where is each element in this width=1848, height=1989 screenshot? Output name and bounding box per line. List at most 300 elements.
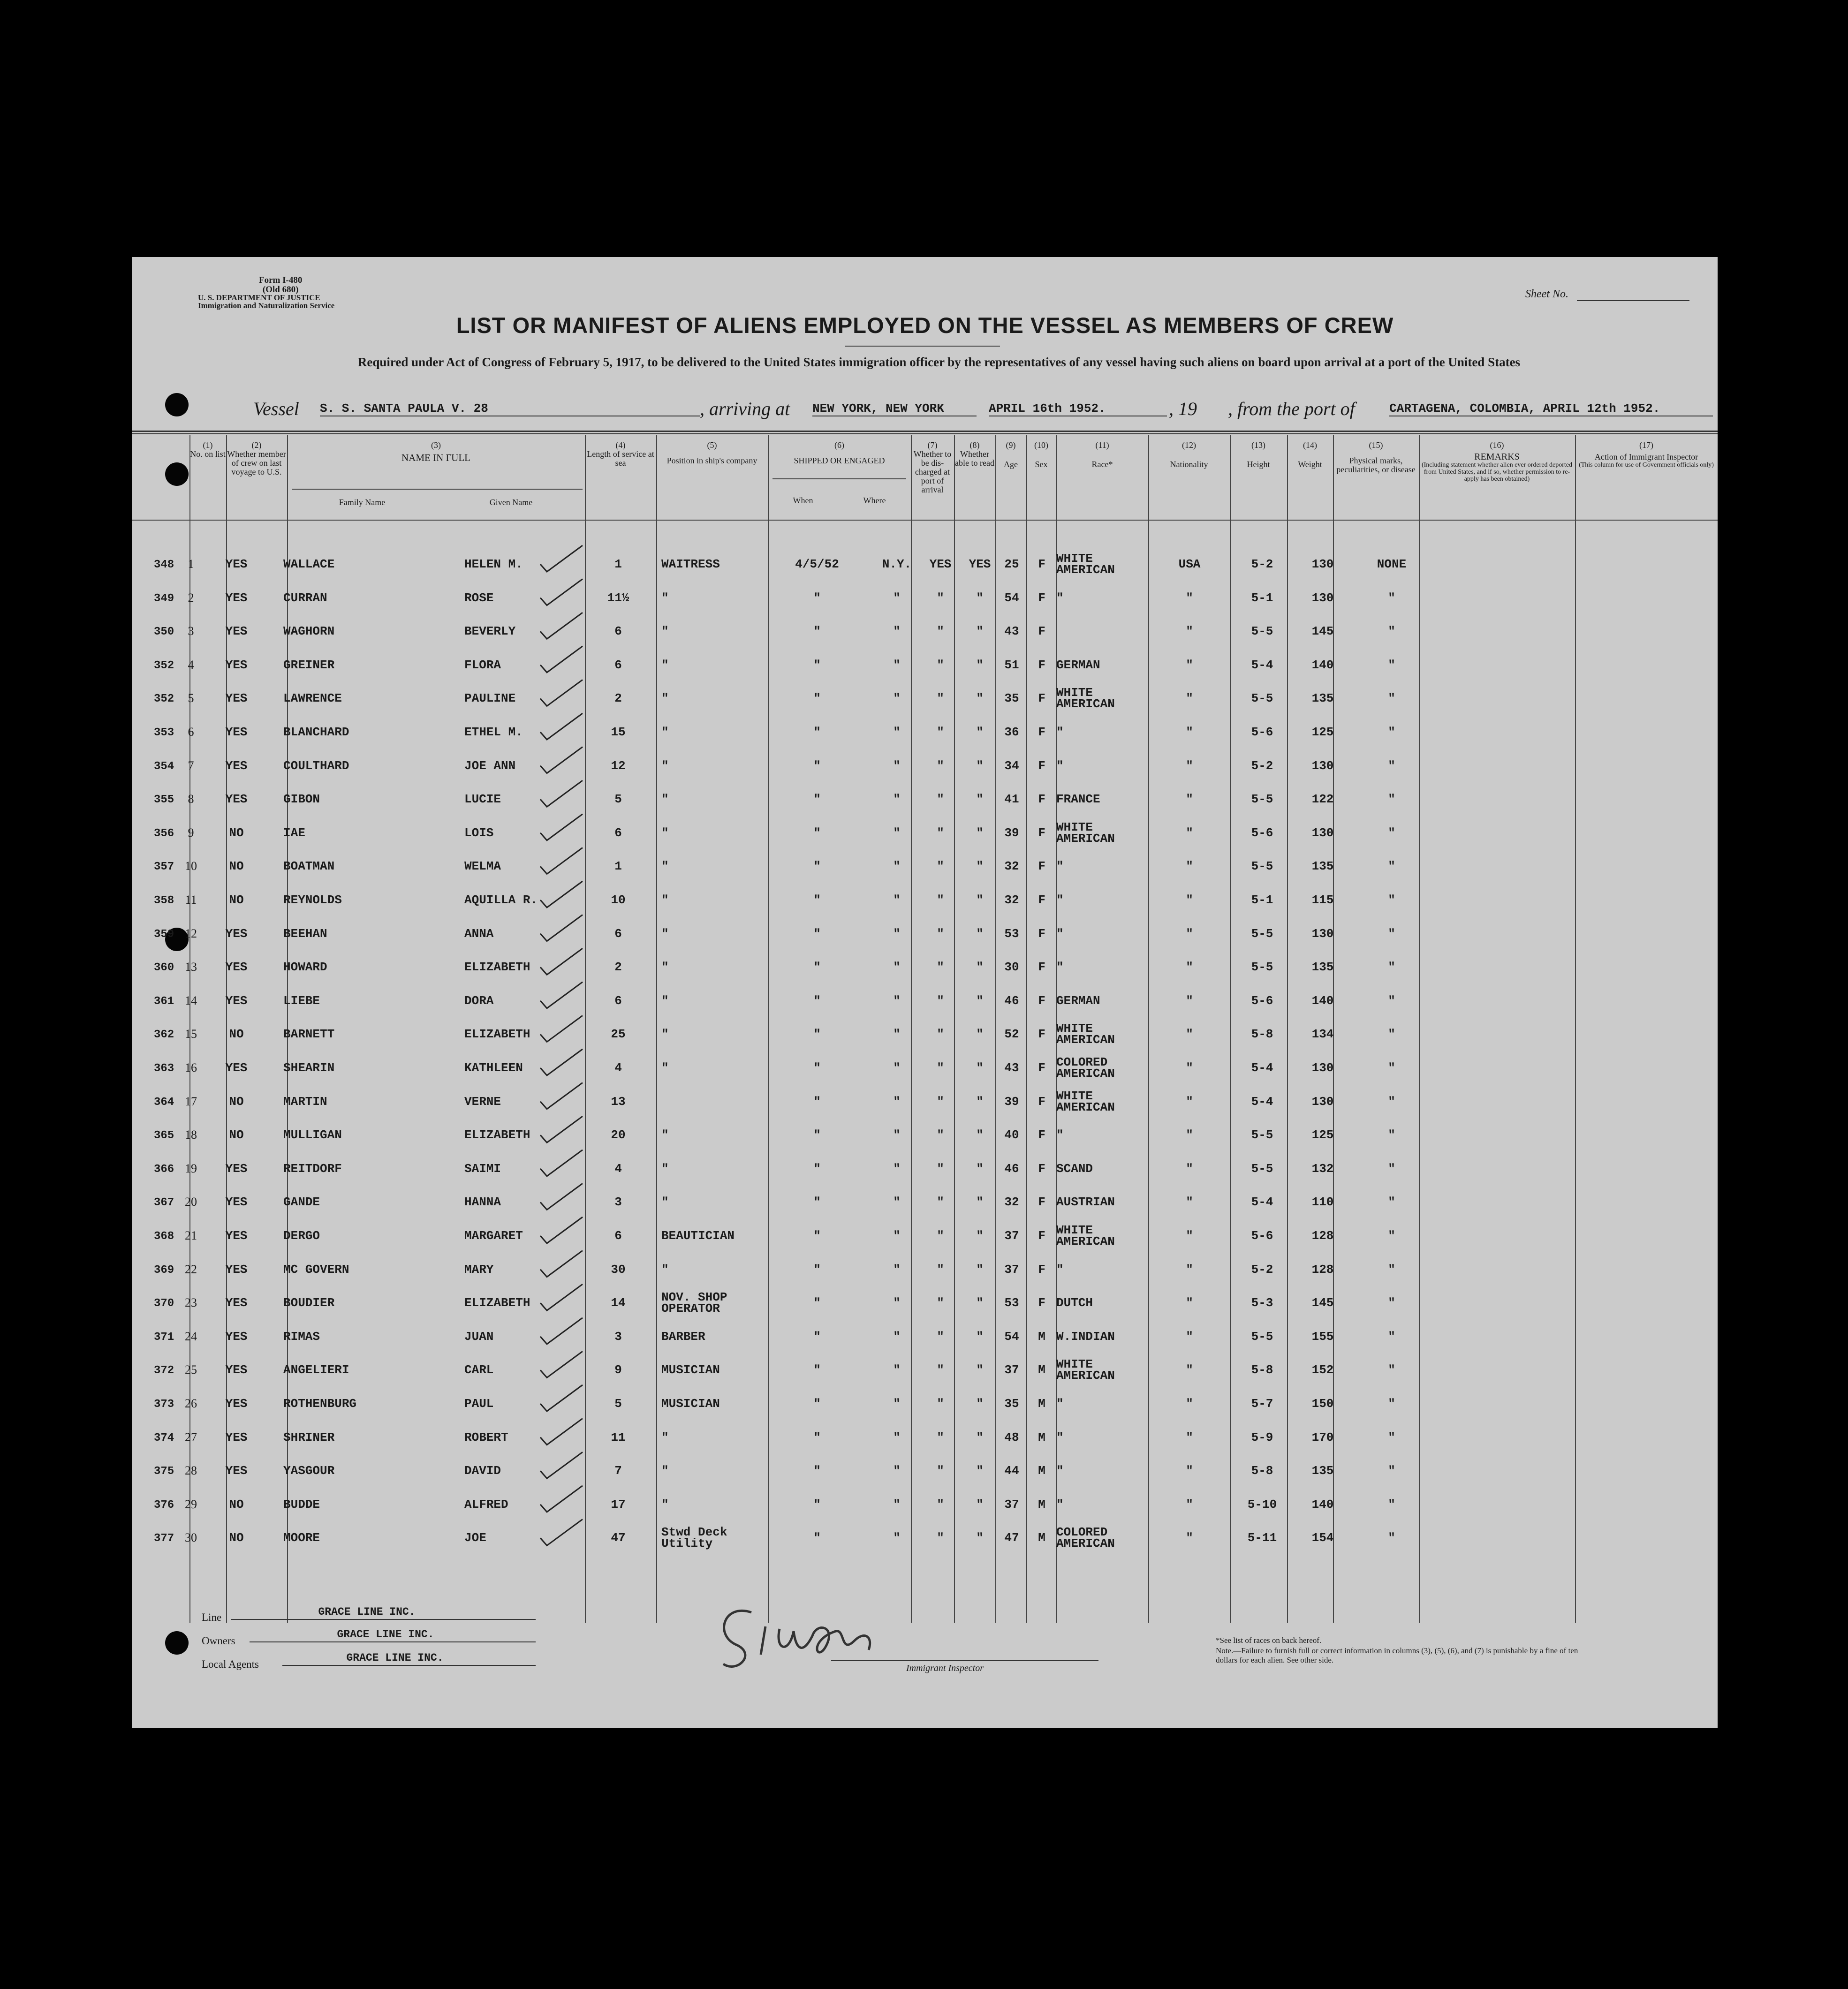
weight: 140	[1311, 658, 1334, 672]
discharged: "	[937, 658, 944, 672]
able-to-read: "	[976, 926, 984, 941]
previous-voyage: YES	[225, 1464, 248, 1478]
service-length: 11½	[607, 590, 629, 605]
physical-marks: "	[1388, 624, 1395, 639]
family-name: MOORE	[283, 1531, 320, 1545]
nationality: "	[1186, 691, 1193, 706]
list-number: 26	[185, 1397, 197, 1410]
able-to-read: "	[976, 825, 984, 840]
weight: 130	[1311, 1061, 1334, 1075]
shipped-when: "	[813, 658, 821, 672]
sex: F	[1038, 859, 1045, 874]
family-name: LIEBE	[283, 993, 320, 1008]
physical-marks: "	[1388, 758, 1395, 773]
position: Stwd Deck Utility	[661, 1525, 727, 1551]
given-name: AQUILLA R.	[464, 893, 538, 907]
shipped-where: "	[893, 1161, 901, 1176]
weight: 125	[1311, 725, 1334, 739]
previous-voyage: NO	[229, 893, 244, 907]
list-number: 9	[188, 825, 194, 839]
checkmark-icon	[540, 1217, 583, 1243]
shipped-where: "	[893, 993, 901, 1008]
seq-number: 363	[154, 1062, 174, 1075]
shipped-when: "	[813, 1195, 821, 1210]
discharged: "	[937, 725, 944, 739]
list-number: 24	[185, 1329, 197, 1343]
weight: 152	[1311, 1363, 1334, 1377]
col13-header: (13) Height	[1247, 440, 1270, 469]
seq-number: 372	[154, 1364, 174, 1377]
shipped-when: "	[813, 1531, 821, 1545]
weight: 115	[1311, 893, 1334, 907]
race: WHITE AMERICAN	[1056, 1089, 1115, 1114]
physical-marks: "	[1388, 1094, 1395, 1109]
able-to-read: "	[976, 1329, 984, 1344]
height: 5-6	[1251, 1229, 1273, 1243]
discharged: "	[937, 1161, 944, 1176]
sex: F	[1038, 1094, 1045, 1109]
nationality: "	[1186, 1329, 1193, 1344]
age: 51	[1004, 658, 1019, 672]
line-value: GRACE LINE INC.	[318, 1606, 416, 1618]
list-number: 14	[185, 993, 197, 1007]
shipped-when: "	[813, 725, 821, 739]
seq-number: 353	[154, 726, 174, 739]
discharged: "	[937, 825, 944, 840]
service-length: 9	[614, 1363, 622, 1377]
shipped-where: "	[893, 590, 901, 605]
shipped-when: "	[813, 1161, 821, 1176]
race: "	[1056, 1430, 1064, 1444]
col6a-header: When	[793, 496, 813, 505]
sex: F	[1038, 1128, 1045, 1142]
checkmark-icon	[540, 1083, 583, 1109]
height: 5-7	[1251, 1397, 1273, 1411]
shipped-when: "	[813, 1262, 821, 1277]
nationality: "	[1186, 825, 1193, 840]
family-name: GREINER	[283, 658, 335, 672]
checkmark-icon	[540, 915, 583, 941]
list-number: 18	[185, 1128, 197, 1142]
able-to-read: "	[976, 1094, 984, 1109]
discharged: "	[937, 1329, 944, 1344]
position: "	[661, 1430, 669, 1444]
race: WHITE AMERICAN	[1056, 686, 1115, 711]
position: "	[661, 758, 669, 773]
inspector-label: Immigrant Inspector	[906, 1663, 984, 1673]
physical-marks: "	[1388, 893, 1395, 907]
given-name: HANNA	[464, 1195, 501, 1210]
shipped-where: "	[893, 1262, 901, 1277]
physical-marks: "	[1388, 1195, 1395, 1210]
previous-voyage: NO	[229, 1094, 244, 1109]
seq-number: 348	[154, 559, 174, 571]
nationality: "	[1186, 1363, 1193, 1377]
race: "	[1056, 960, 1064, 975]
weight: 135	[1311, 859, 1334, 874]
able-to-read: "	[976, 725, 984, 739]
shipped-where: "	[893, 1061, 901, 1075]
arrival-date: APRIL 16th 1952.	[989, 401, 1167, 416]
sex: F	[1038, 1229, 1045, 1243]
service-length: 15	[611, 725, 626, 739]
physical-marks: "	[1388, 691, 1395, 706]
family-name: REITDORF	[283, 1161, 342, 1176]
seq-number: 370	[154, 1297, 174, 1310]
sex: F	[1038, 1027, 1045, 1042]
given-name: BEVERLY	[464, 624, 516, 639]
discharged: "	[937, 1363, 944, 1377]
physical-marks: "	[1388, 658, 1395, 672]
given-name: KATHLEEN	[464, 1061, 523, 1075]
age: 37	[1004, 1262, 1019, 1277]
col8-header: (8) Whether able to read	[955, 440, 994, 468]
service-length: 4	[614, 1061, 622, 1075]
position: MUSICIAN	[661, 1397, 720, 1411]
race: WHITE AMERICAN	[1056, 552, 1115, 577]
discharged: "	[937, 1464, 944, 1478]
discharged: "	[937, 926, 944, 941]
col10-header: (10) Sex	[1034, 440, 1048, 469]
position: "	[661, 859, 669, 874]
note-races: *See list of races on back hereof.	[1216, 1636, 1322, 1645]
nationality: "	[1186, 1229, 1193, 1243]
race: "	[1056, 893, 1064, 907]
physical-marks: "	[1388, 1329, 1395, 1344]
able-to-read: YES	[969, 557, 991, 571]
nationality: "	[1186, 1497, 1193, 1512]
shipped-when: "	[813, 1229, 821, 1243]
sex: M	[1038, 1464, 1045, 1478]
able-to-read: "	[976, 893, 984, 907]
shipped-where: "	[893, 1296, 901, 1310]
previous-voyage: YES	[225, 1229, 248, 1243]
height: 5-3	[1251, 1296, 1273, 1310]
physical-marks: "	[1388, 1531, 1395, 1545]
from-port: CARTAGENA, COLOMBIA, APRIL 12th 1952.	[1389, 401, 1713, 416]
given-name: PAUL	[464, 1397, 494, 1411]
given-name: ALFRED	[464, 1497, 508, 1512]
height: 5-1	[1251, 893, 1273, 907]
previous-voyage: YES	[225, 1161, 248, 1176]
family-name: ROTHENBURG	[283, 1397, 357, 1411]
given-name: DAVID	[464, 1464, 501, 1478]
family-name: WAGHORN	[283, 624, 335, 639]
nationality: "	[1186, 926, 1193, 941]
height: 5-6	[1251, 725, 1273, 739]
nationality: "	[1186, 859, 1193, 874]
family-name: BLANCHARD	[283, 725, 349, 739]
seq-number: 376	[154, 1498, 174, 1512]
physical-marks: "	[1388, 1061, 1395, 1075]
weight: 130	[1311, 825, 1334, 840]
shipped-when: "	[813, 758, 821, 773]
checkmark-icon	[540, 1015, 583, 1042]
physical-marks: "	[1388, 1296, 1395, 1310]
line-label: Line	[202, 1611, 222, 1623]
col12-header: (12) Nationality	[1170, 440, 1208, 469]
able-to-read: "	[976, 1363, 984, 1377]
discharged: "	[937, 1531, 944, 1545]
given-name: DORA	[464, 993, 494, 1008]
weight: 134	[1311, 1027, 1334, 1042]
given-name: JUAN	[464, 1329, 494, 1344]
height: 5-2	[1251, 557, 1273, 571]
given-name: JOE ANN	[464, 758, 516, 773]
age: 52	[1004, 1027, 1019, 1042]
shipped-when: "	[813, 1497, 821, 1512]
previous-voyage: NO	[229, 1497, 244, 1512]
position: BEAUTICIAN	[661, 1229, 735, 1243]
position: "	[661, 691, 669, 706]
requirement-text: Required under Act of Congress of February 5, 1917, to be delivered to the United States immigration officer by the representatives of any vessel having such aliens on board upon arrival at a port of the United States	[357, 355, 1521, 369]
col3a-header: Family Name	[339, 498, 386, 507]
shipped-where: "	[893, 691, 901, 706]
physical-marks: "	[1388, 792, 1395, 807]
shipped-when: 4/5/52	[795, 557, 839, 571]
able-to-read: "	[976, 1195, 984, 1210]
manifest-sheet	[132, 257, 1718, 1728]
able-to-read: "	[976, 1296, 984, 1310]
age: 54	[1004, 590, 1019, 605]
checkmark-icon	[540, 1519, 583, 1545]
given-name: WELMA	[464, 859, 501, 874]
discharged: "	[937, 1094, 944, 1109]
height: 5-5	[1251, 960, 1273, 975]
given-name: ROBERT	[464, 1430, 508, 1444]
family-name: DERGO	[283, 1229, 320, 1243]
sex: F	[1038, 624, 1045, 639]
line-underline	[231, 1619, 536, 1620]
nationality: "	[1186, 1195, 1193, 1210]
race: WHITE AMERICAN	[1056, 1021, 1115, 1047]
weight: 130	[1311, 557, 1334, 571]
physical-marks: "	[1388, 993, 1395, 1008]
discharged: "	[937, 792, 944, 807]
family-name: YASGOUR	[283, 1464, 335, 1478]
sex: F	[1038, 825, 1045, 840]
shipped-when: "	[813, 859, 821, 874]
able-to-read: "	[976, 960, 984, 975]
checkmark-icon	[540, 1351, 583, 1377]
age: 39	[1004, 1094, 1019, 1109]
checkmark-icon	[540, 948, 583, 975]
given-name: LOIS	[464, 825, 494, 840]
position: "	[661, 725, 669, 739]
height: 5-5	[1251, 691, 1273, 706]
checkmark-icon	[540, 814, 583, 840]
age: 46	[1004, 1161, 1019, 1176]
nationality: "	[1186, 624, 1193, 639]
previous-voyage: YES	[225, 1296, 248, 1310]
col11-header: (11) Race*	[1091, 440, 1113, 469]
sex: F	[1038, 792, 1045, 807]
checkmark-icon	[540, 1150, 583, 1176]
list-number: 5	[188, 691, 194, 705]
height: 5-8	[1251, 1027, 1273, 1042]
able-to-read: "	[976, 1531, 984, 1545]
discharged: "	[937, 624, 944, 639]
shipped-where: "	[893, 725, 901, 739]
previous-voyage: YES	[225, 1061, 248, 1075]
sex: M	[1038, 1430, 1045, 1444]
discharged: "	[937, 1497, 944, 1512]
checkmark-icon	[540, 1251, 583, 1277]
given-name: ELIZABETH	[464, 1128, 530, 1142]
height: 5-9	[1251, 1430, 1273, 1444]
seq-number: 377	[154, 1532, 174, 1545]
list-number: 25	[185, 1363, 197, 1377]
position: "	[661, 1027, 669, 1042]
shipped-when: "	[813, 960, 821, 975]
service-length: 47	[611, 1531, 626, 1545]
age: 43	[1004, 624, 1019, 639]
given-name: ELIZABETH	[464, 1027, 530, 1042]
service-length: 5	[614, 1397, 622, 1411]
col3-header: (3) NAME IN FULL	[401, 440, 470, 463]
discharged: "	[937, 1128, 944, 1142]
race: FRANCE	[1056, 792, 1100, 807]
checkmark-icon	[540, 1116, 583, 1142]
list-number: 19	[185, 1161, 197, 1175]
seq-number: 350	[154, 626, 174, 639]
physical-marks: "	[1388, 1397, 1395, 1411]
seq-number: 366	[154, 1163, 174, 1176]
service-length: 6	[614, 1229, 622, 1243]
previous-voyage: YES	[225, 1397, 248, 1411]
service-length: 3	[614, 1195, 622, 1210]
service-length: 10	[611, 893, 626, 907]
age: 32	[1004, 1195, 1019, 1210]
list-number: 16	[185, 1061, 197, 1074]
shipped-where: "	[893, 624, 901, 639]
discharged: "	[937, 993, 944, 1008]
family-name: CURRAN	[283, 590, 327, 605]
given-name: HELEN M.	[464, 557, 523, 571]
previous-voyage: YES	[225, 1262, 248, 1277]
weight: 132	[1311, 1161, 1334, 1176]
checkmark-icon	[540, 646, 583, 673]
nationality: "	[1186, 658, 1193, 672]
height: 5-2	[1251, 1262, 1273, 1277]
shipped-where: "	[893, 1027, 901, 1042]
list-number: 30	[185, 1531, 197, 1545]
shipped-where: "	[893, 1229, 901, 1243]
seq-number: 375	[154, 1465, 174, 1478]
weight: 110	[1311, 1195, 1334, 1210]
able-to-read: "	[976, 1397, 984, 1411]
race: "	[1056, 1397, 1064, 1411]
physical-marks: "	[1388, 1128, 1395, 1142]
nationality: "	[1186, 758, 1193, 773]
discharged: "	[937, 1027, 944, 1042]
race: GERMAN	[1056, 658, 1100, 672]
checkmark-icon	[540, 545, 583, 572]
service-length: 20	[611, 1128, 626, 1142]
able-to-read: "	[976, 1161, 984, 1176]
family-name: GIBON	[283, 792, 320, 807]
position: "	[661, 590, 669, 605]
race: "	[1056, 1262, 1064, 1277]
previous-voyage: NO	[229, 859, 244, 874]
weight: 154	[1311, 1531, 1334, 1545]
list-number: 22	[185, 1262, 197, 1276]
given-name: ROSE	[464, 590, 494, 605]
weight: 130	[1311, 926, 1334, 941]
nationality: "	[1186, 1296, 1193, 1310]
list-number: 1	[188, 557, 194, 571]
family-name: BARNETT	[283, 1027, 335, 1042]
seq-number: 357	[154, 861, 174, 874]
race: "	[1056, 1464, 1064, 1478]
physical-marks: "	[1388, 1464, 1395, 1478]
discharged: "	[937, 1229, 944, 1243]
able-to-read: "	[976, 1229, 984, 1243]
shipped-when: "	[813, 1061, 821, 1075]
family-name: MC GOVERN	[283, 1262, 349, 1277]
nationality: "	[1186, 1161, 1193, 1176]
height: 5-5	[1251, 926, 1273, 941]
shipped-when: "	[813, 926, 821, 941]
given-name: CARL	[464, 1363, 494, 1377]
previous-voyage: YES	[225, 792, 248, 807]
seq-number: 362	[154, 1029, 174, 1042]
physical-marks: "	[1388, 1229, 1395, 1243]
physical-marks: "	[1388, 1497, 1395, 1512]
position: "	[661, 1061, 669, 1075]
service-length: 5	[614, 792, 622, 807]
list-number: 20	[185, 1195, 197, 1209]
seq-number: 355	[154, 794, 174, 807]
shipped-where: "	[893, 1531, 901, 1545]
given-name: LUCIE	[464, 792, 501, 807]
sex: F	[1038, 758, 1045, 773]
service-length: 3	[614, 1329, 622, 1344]
height: 5-5	[1251, 792, 1273, 807]
position: NOV. SHOP OPERATOR	[661, 1290, 727, 1316]
sex: M	[1038, 1531, 1045, 1545]
age: 34	[1004, 758, 1019, 773]
vessel-name: S. S. SANTA PAULA V. 28	[320, 401, 700, 416]
col14-header: (14) Weight	[1298, 440, 1322, 469]
physical-marks: "	[1388, 590, 1395, 605]
checkmark-icon	[540, 680, 583, 706]
weight: 130	[1311, 590, 1334, 605]
position: "	[661, 1195, 669, 1210]
physical-marks: "	[1388, 1161, 1395, 1176]
previous-voyage: YES	[225, 658, 248, 672]
seq-number: 361	[154, 995, 174, 1008]
family-name: WALLACE	[283, 557, 335, 571]
physical-marks: "	[1388, 825, 1395, 840]
weight: 135	[1311, 960, 1334, 975]
service-length: 14	[611, 1296, 626, 1310]
able-to-read: "	[976, 993, 984, 1008]
nationality: "	[1186, 792, 1193, 807]
shipped-where: "	[893, 658, 901, 672]
list-number: 2	[188, 590, 194, 605]
race: COLORED AMERICAN	[1056, 1055, 1115, 1081]
sex: F	[1038, 557, 1045, 571]
discharged: "	[937, 758, 944, 773]
sex: F	[1038, 1262, 1045, 1277]
age: 30	[1004, 960, 1019, 975]
height: 5-4	[1251, 1094, 1273, 1109]
seq-number: 358	[154, 894, 174, 907]
sex: F	[1038, 691, 1045, 706]
nationality: "	[1186, 1430, 1193, 1444]
family-name: MARTIN	[283, 1094, 327, 1109]
